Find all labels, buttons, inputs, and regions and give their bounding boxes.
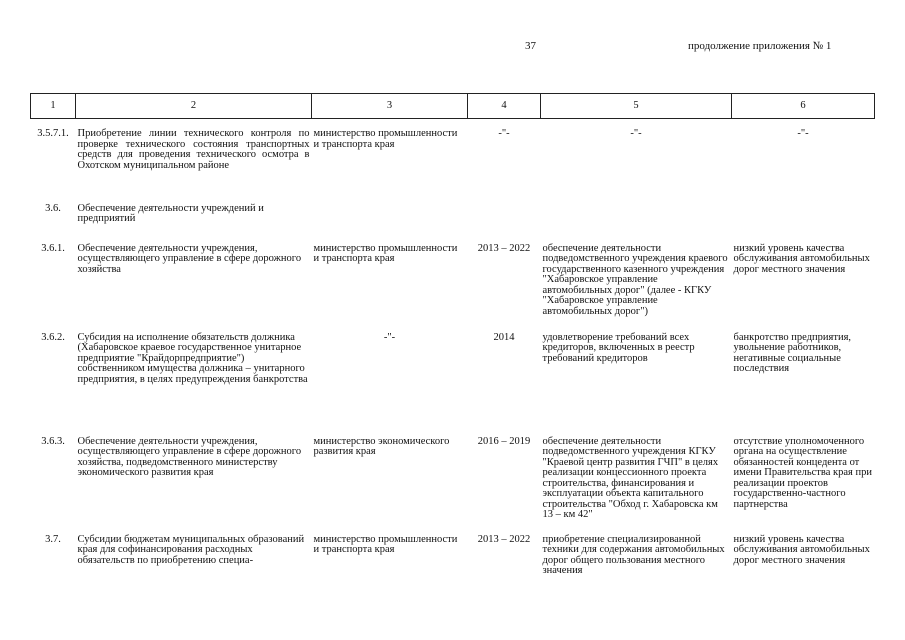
item-name: Приобретение линии технического контроля по проверке технического состояния транспортных средств для проведения технического осмотра в Охотском муниципальном районе bbox=[77, 128, 310, 171]
item-executor bbox=[312, 197, 468, 231]
item-result: -"- bbox=[630, 128, 642, 139]
item-years: 2013 – 2022 bbox=[477, 533, 531, 545]
item-risk bbox=[732, 197, 875, 231]
item-result: удовлетворение требований всех кредиторов, включенных в реестр требований кредиторов bbox=[542, 331, 695, 364]
item-executor: -"- bbox=[383, 331, 396, 343]
item-years: 2016 – 2019 bbox=[477, 435, 531, 447]
table-row bbox=[31, 197, 875, 231]
item-name: Обеспечение деятельности учреждения, осуществляющего управление в сфере дорожного хозяйства, подведомственного министерству экономического развития края bbox=[77, 435, 302, 478]
table-row bbox=[31, 437, 875, 535]
item-risk: отсутствие уполномоченного органа на осуществление обязанностей концедента от имени Правительства края при реализации проектов государственно-частного партнерства bbox=[733, 435, 872, 510]
item-years: 2013 – 2022 bbox=[477, 242, 531, 254]
item-executor: министерство промышленности и транспорта края bbox=[313, 242, 458, 264]
column-header: 6 bbox=[732, 94, 875, 119]
item-risk: -"- bbox=[797, 128, 809, 139]
item-risk: низкий уровень качества обслуживания автомобильных дорог местного значения bbox=[733, 242, 870, 275]
item-result: обеспечение деятельности подведомственного учреждения КГКУ "Краевой центр развития ГЧП" в целях реализации концессионного проекта строительства, финансирования и эксплуатации объекта капитального строительства "Обход г. Хабаровска км 13 – км 42" bbox=[542, 435, 719, 520]
item-executor: министерство промышленности и транспорта края bbox=[313, 533, 458, 555]
item-name: Обеспечение деятельности учреждений и предприятий bbox=[77, 202, 264, 224]
item-number: 3.5.7.1. bbox=[37, 128, 69, 139]
page-number: 37 bbox=[525, 40, 536, 52]
table-row bbox=[31, 231, 875, 333]
item-result bbox=[541, 197, 732, 231]
program-table bbox=[30, 93, 875, 583]
item-number: 3.6.3. bbox=[41, 435, 65, 447]
header-row bbox=[31, 94, 875, 119]
item-name: Субсидия на исполнение обязательств должника (Хабаровское краевое государственное унитарное предприятие "Крайдорпредприятие") собственником имущества должника – унитарного предприятия, в целях предупреждения банкротства bbox=[77, 331, 308, 385]
item-executor: министерство промышленности и транспорта края bbox=[313, 128, 458, 150]
item-result: приобретение специализированной техники для содержания автомобильных дорог общего пользования местного значения bbox=[542, 533, 725, 576]
continuation-note: продолжение приложения № 1 bbox=[688, 40, 832, 52]
item-number: 3.6. bbox=[45, 202, 61, 214]
table-row bbox=[31, 333, 875, 437]
item-number: 3.6.2. bbox=[41, 331, 65, 343]
column-header: 3 bbox=[312, 94, 468, 119]
item-years bbox=[468, 197, 541, 231]
item-executor: министерство экономического развития края bbox=[313, 435, 450, 457]
column-header: 4 bbox=[468, 94, 541, 119]
item-number: 3.6.1. bbox=[41, 242, 65, 254]
table-row bbox=[31, 119, 875, 197]
item-name: Обеспечение деятельности учреждения, осуществляющего управление в сфере дорожного хозяйства bbox=[77, 242, 302, 275]
item-number: 3.7. bbox=[45, 533, 61, 545]
column-header: 2 bbox=[76, 94, 312, 119]
item-result: обеспечение деятельности подведомственного учреждения краевого государственного казенного учреждения "Хабаровское управление автомобильных дорог" (далее - КГКУ "Хабаровское управление автомобильных дорог") bbox=[542, 242, 728, 317]
column-header: 5 bbox=[541, 94, 732, 119]
item-years: 2014 bbox=[493, 331, 515, 343]
item-name: Субсидии бюджетам муниципальных образований края для софинансирования расходных обязательств по приобретению специа- bbox=[77, 533, 305, 566]
column-header: 1 bbox=[31, 94, 76, 119]
item-years: -"- bbox=[498, 128, 510, 139]
item-risk: низкий уровень качества обслуживания автомобильных дорог местного значения bbox=[733, 533, 870, 566]
item-risk: банкротство предприятия, увольнение работников, негативные социальные последствия bbox=[733, 331, 852, 374]
table-row bbox=[31, 535, 875, 583]
